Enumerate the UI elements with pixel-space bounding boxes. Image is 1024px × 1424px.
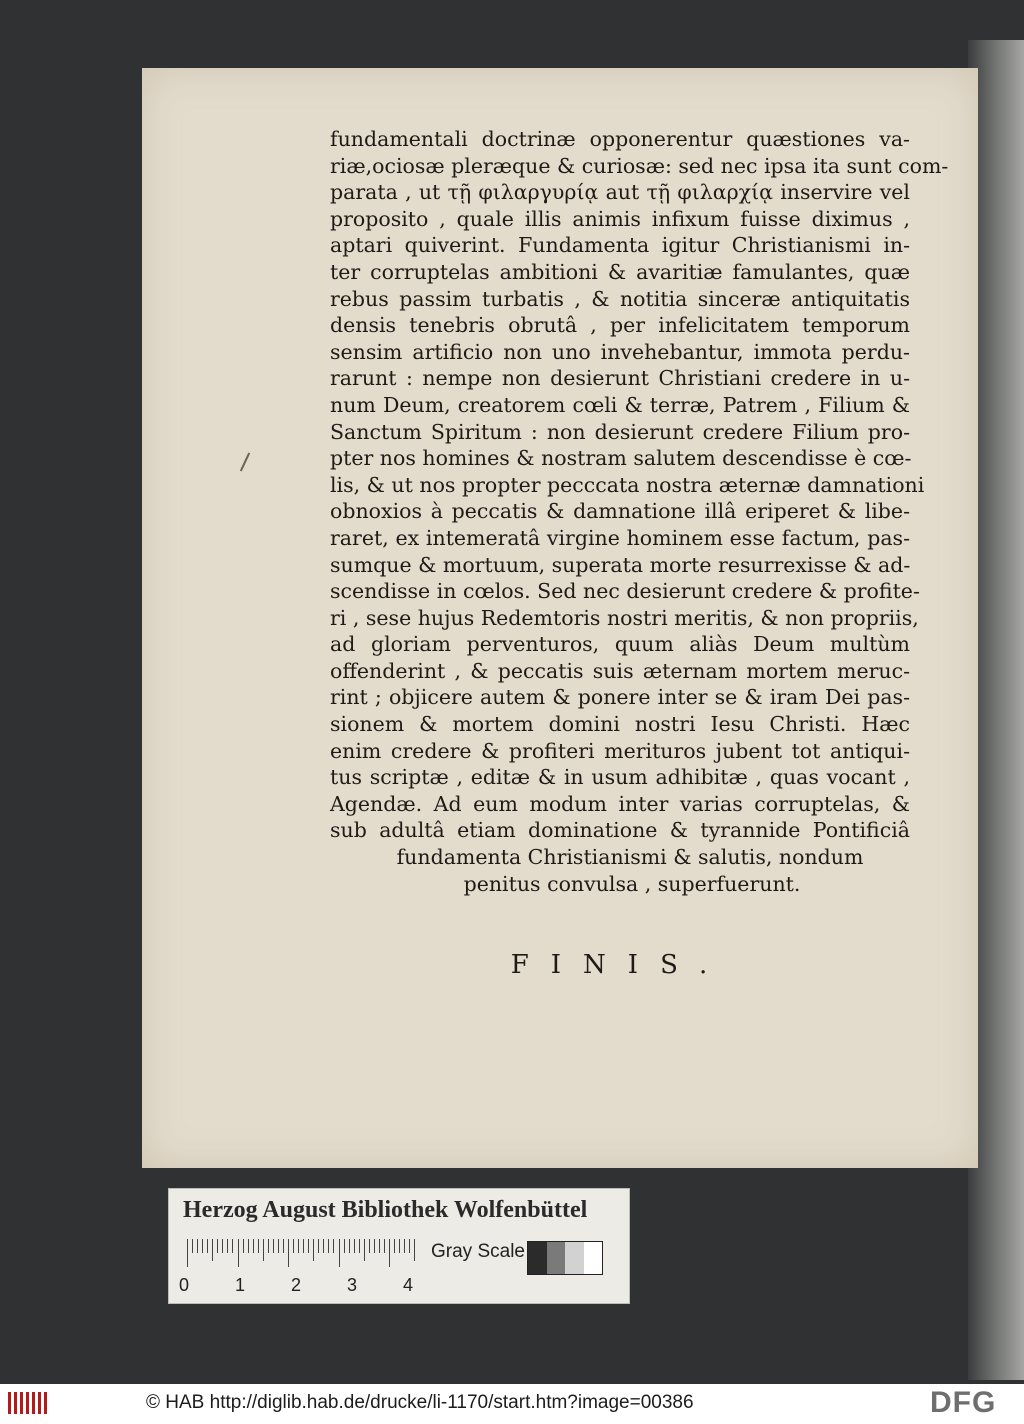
- text-line: Sanctum Spiritum : non desierunt credere Filium pro-: [330, 419, 910, 444]
- ruler-tick: [258, 1239, 259, 1253]
- gray-swatch: [584, 1242, 603, 1274]
- ruler-tick: [288, 1239, 289, 1267]
- logo-bar: [20, 1392, 23, 1414]
- ruler-tick: [293, 1239, 294, 1253]
- ruler-tick: [399, 1239, 400, 1253]
- copyright-link[interactable]: © HAB http://diglib.hab.de/drucke/li-1170/start.htm?image=00386: [146, 1392, 694, 1413]
- ruler-tick: [308, 1239, 309, 1253]
- library-name: Herzog August Bibliothek Wolfenbüttel: [183, 1197, 588, 1223]
- ruler-tick: [344, 1239, 345, 1253]
- gray-swatch: [565, 1242, 584, 1274]
- ruler-scale: [187, 1239, 417, 1267]
- text-line: fundamenta Christianismi & salutis, nondum: [396, 845, 864, 870]
- ruler-tick: [202, 1239, 203, 1253]
- ruler-tick: [232, 1239, 233, 1253]
- ruler-tick: [227, 1239, 228, 1253]
- ruler-number: 2: [291, 1275, 302, 1295]
- ruler-tick: [268, 1239, 269, 1253]
- logo-bar: [8, 1392, 11, 1414]
- text-line: Agendæ. Ad eum modum inter varias corruptelas, &: [330, 791, 910, 816]
- text-line: tus scriptæ , editæ & in usum adhibitæ , quas vocant ,: [330, 765, 910, 790]
- text-line: rebus passim turbatis , & notitia sinceræ antiquitatis: [330, 286, 910, 311]
- ruler-tick: [359, 1239, 360, 1253]
- page-text: [330, 126, 949, 897]
- ruler-tick: [263, 1239, 264, 1261]
- text-line: num Deum, creatorem cœli & terræ, Patrem , Filium &: [330, 392, 910, 417]
- ruler-tick: [207, 1239, 208, 1253]
- text-line: ri , sese hujus Redemtoris nostri meritis, & non propriis,: [330, 605, 919, 630]
- ruler-number: 4: [403, 1275, 414, 1295]
- ruler-tick: [278, 1239, 279, 1253]
- dfg-logo: DFG: [930, 1386, 997, 1419]
- finis-heading: FINIS.: [510, 950, 730, 980]
- ruler-tick: [318, 1239, 319, 1253]
- text-line: ad gloriam perventuros, quum aliàs Deum multùm: [330, 632, 910, 657]
- ruler-tick: [243, 1239, 244, 1253]
- hab-logo-icon: [8, 1392, 47, 1414]
- text-line: enim credere & profiteri merituros jubent tot antiqui-: [330, 738, 910, 763]
- color-calibration-card: [168, 1188, 630, 1304]
- ruler-tick: [389, 1239, 390, 1267]
- ruler-tick: [217, 1239, 218, 1253]
- text-line: sionem & mortem domini nostri Iesu Christi. Hæc: [330, 712, 910, 737]
- ruler-number: 1: [235, 1275, 246, 1295]
- ruler-tick: [253, 1239, 254, 1253]
- ruler-tick: [303, 1239, 304, 1253]
- ruler-tick: [197, 1239, 198, 1253]
- ruler-tick: [349, 1239, 350, 1253]
- text-line: fundamentali doctrinæ opponerentur quæstiones va-: [330, 127, 910, 151]
- ruler-tick: [283, 1239, 284, 1253]
- text-line: aptari quiverint. Fundamenta igitur Christianismi in-: [330, 233, 910, 258]
- ruler-tick: [192, 1239, 193, 1253]
- logo-bar: [32, 1392, 35, 1414]
- ruler-tick: [409, 1239, 410, 1253]
- logo-bar: [14, 1392, 17, 1414]
- ruler-tick: [354, 1239, 355, 1253]
- gray-scale-label: Gray Scale: [431, 1241, 525, 1262]
- text-line: sensim artificio non uno invehebantur, immota perdu-: [330, 339, 910, 364]
- text-line: scendisse in cœlos. Sed nec desierunt credere & profite-: [330, 579, 920, 604]
- text-line: ter corruptelas ambitioni & avaritiæ famulantes, quæ: [330, 259, 910, 284]
- ruler-tick: [313, 1239, 314, 1261]
- ruler-tick: [379, 1239, 380, 1253]
- ruler-tick: [384, 1239, 385, 1253]
- logo-bar: [44, 1392, 47, 1414]
- text-line: rint ; objicere autem & ponere inter se & iram Dei pas-: [330, 685, 910, 710]
- footer-bar: [0, 1384, 1024, 1424]
- ruler-tick: [394, 1239, 395, 1253]
- ruler-tick: [339, 1239, 340, 1267]
- ruler-tick: [333, 1239, 334, 1253]
- ruler-tick: [328, 1239, 329, 1253]
- gray-swatch: [547, 1242, 566, 1274]
- ruler-tick: [414, 1239, 415, 1261]
- text-line: lis, & ut nos propter pecccata nostra æternæ damnationi: [330, 472, 925, 497]
- text-line: densis tenebris obrutâ , per infelicitatem temporum: [330, 313, 910, 338]
- text-line: parata , ut τῇ φιλαργυρίᾳ aut τῇ φιλαρχίᾳ inservire vel: [330, 180, 910, 205]
- text-line: pter nos homines & nostram salutem descendisse è cœ-: [330, 446, 912, 471]
- text-line: sumque & mortuum, superata morte resurrexisse & ad-: [330, 552, 911, 577]
- text-line: offenderint , & peccatis suis æternam mortem meruc-: [330, 658, 910, 683]
- ruler-tick: [298, 1239, 299, 1253]
- ruler-tick: [248, 1239, 249, 1253]
- text-line: proposito , quale illis animis infixum fuisse diximus ,: [330, 206, 910, 231]
- ruler-tick: [222, 1239, 223, 1253]
- text-line: riæ,ociosæ pleræque & curiosæ: sed nec ipsa ita sunt com-: [330, 153, 949, 178]
- text-line: penitus convulsa , superfuerunt.: [463, 871, 801, 896]
- text-line: rarunt : nempe non desierunt Christiani credere in u-: [330, 366, 910, 391]
- logo-bar: [38, 1392, 41, 1414]
- ruler-number: 0: [179, 1275, 190, 1295]
- ruler-number: 3: [347, 1275, 358, 1295]
- gray-swatch: [528, 1242, 547, 1274]
- text-line: sub adultâ etiam dominatione & tyrannide Pontificiâ: [330, 818, 910, 843]
- ruler-tick: [212, 1239, 213, 1261]
- ruler-tick: [374, 1239, 375, 1253]
- text-line: obnoxios à peccatis & damnatione illâ eriperet & libe-: [330, 499, 910, 524]
- ruler-tick: [323, 1239, 324, 1253]
- gray-scale-swatches: [527, 1241, 603, 1275]
- ruler-tick: [369, 1239, 370, 1253]
- ruler-tick: [404, 1239, 405, 1253]
- ruler-tick: [187, 1239, 188, 1267]
- logo-bar: [26, 1392, 29, 1414]
- ruler-tick: [273, 1239, 274, 1253]
- ruler-tick: [364, 1239, 365, 1261]
- ruler-tick: [238, 1239, 239, 1267]
- text-line: raret, ex intemeratâ virgine hominem esse factum, pas-: [330, 525, 910, 550]
